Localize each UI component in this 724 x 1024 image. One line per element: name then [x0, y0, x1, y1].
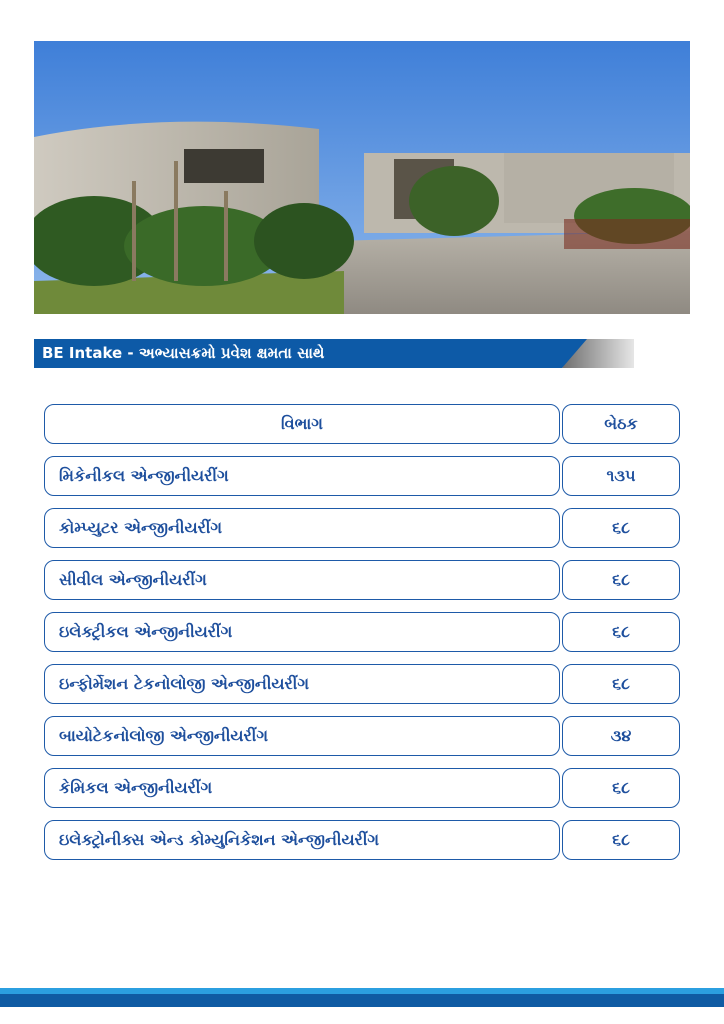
table-row	[44, 664, 680, 704]
campus-photo	[34, 41, 690, 314]
department-name: સીવીલ એન્જીનીયરીંગ	[44, 560, 560, 600]
section-banner	[34, 339, 634, 368]
section-title: BE Intake - અભ્યાસક્રમો પ્રવેશ ક્ષમતા સાથે	[42, 344, 325, 362]
department-name: મિકેનીકલ એન્જીનીયરીંગ	[44, 456, 560, 496]
seat-count: ૬૮	[562, 664, 680, 704]
table-row	[44, 456, 680, 496]
seat-count: ૩૪	[562, 716, 680, 756]
intake-table	[44, 404, 680, 872]
table-row	[44, 612, 680, 652]
seat-count: ૬૮	[562, 612, 680, 652]
department-name: ઇલેક્ટ્રોનીક્સ એન્ડ કોમ્યુનિકેશન એન્જીનીયરીંગ	[44, 820, 560, 860]
seat-count: ૧૩૫	[562, 456, 680, 496]
table-row	[44, 820, 680, 860]
header-department: વિભાગ	[44, 404, 560, 444]
seat-count: ૬૮	[562, 560, 680, 600]
department-name: ઇલેક્ટ્રીકલ એન્જીનીયરીંગ	[44, 612, 560, 652]
table-row	[44, 508, 680, 548]
department-name: ઇન્ફોર્મેશન ટેકનોલોજી એન્જીનીયરીંગ	[44, 664, 560, 704]
seat-count: ૬૮	[562, 508, 680, 548]
header-seats: બેઠક	[562, 404, 680, 444]
footer-stripe-dark	[0, 994, 724, 1007]
table-header-row	[44, 404, 680, 444]
department-name: બાયોટેકનોલોજી એન્જીનીયરીંગ	[44, 716, 560, 756]
department-name: કેમિકલ એન્જીનીયરીંગ	[44, 768, 560, 808]
table-row	[44, 716, 680, 756]
seat-count: ૬૮	[562, 820, 680, 860]
table-row	[44, 560, 680, 600]
table-row	[44, 768, 680, 808]
seat-count: ૬૮	[562, 768, 680, 808]
department-name: કોમ્પ્યુટર એન્જીનીયરીંગ	[44, 508, 560, 548]
